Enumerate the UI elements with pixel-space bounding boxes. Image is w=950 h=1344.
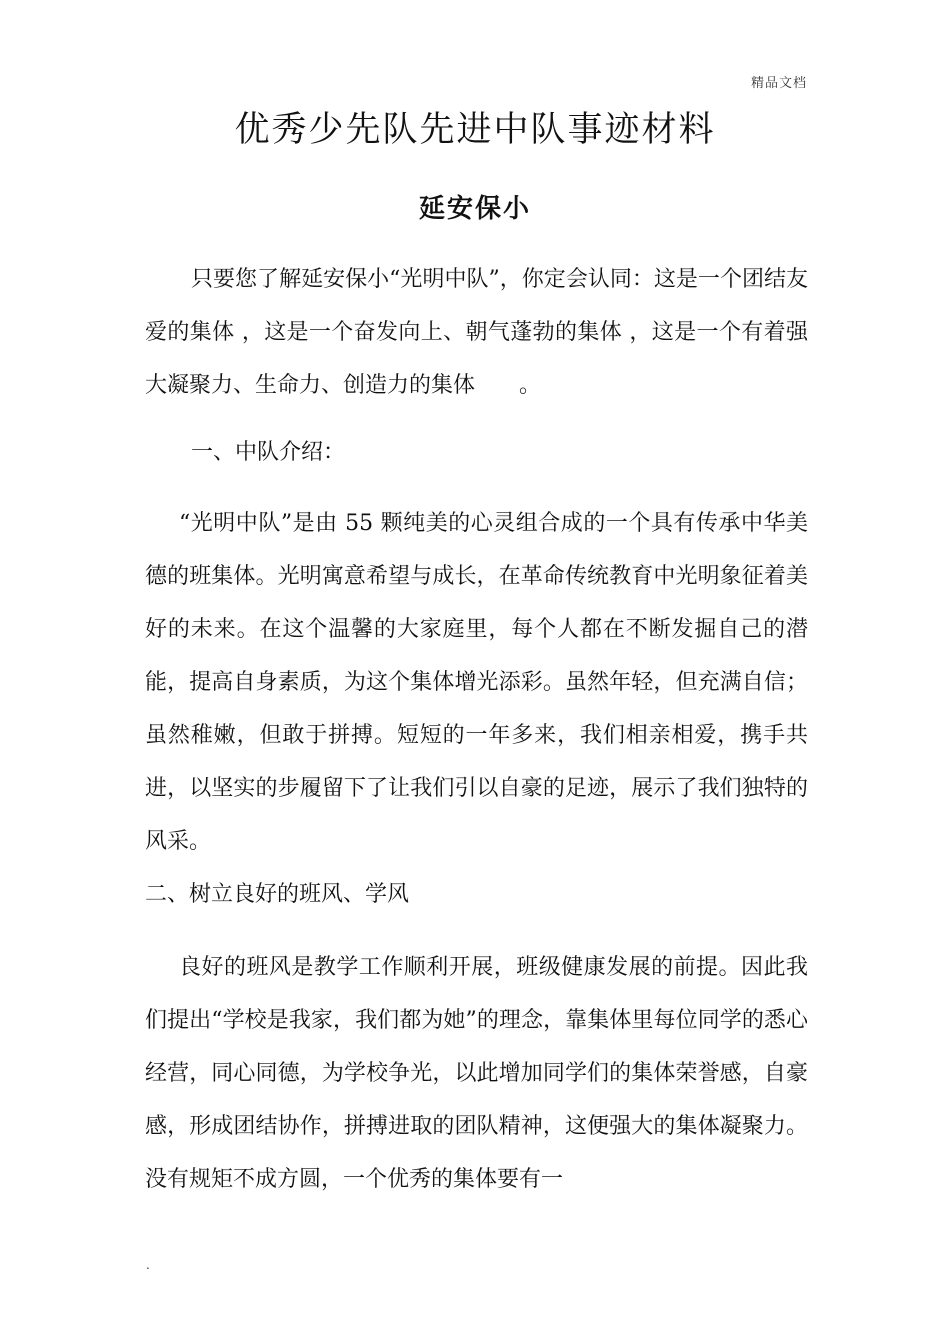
paragraph-intro: 只要您了解延安保小“光明中队”，你定会认同：这是一个团结友爱的集体 ，这是一个奋发向上、朝气蓬勃的集体 ，这是一个有着强大凝聚力、生命力、创造力的集体 。 <box>145 267 808 398</box>
document-title: 优秀少先队先进中队事迹材料 <box>234 110 716 150</box>
section-heading-class-style: 二、树立良好的班风、学风 <box>145 882 410 907</box>
section-heading-squad-intro: 一、中队介绍： <box>191 440 346 465</box>
footer-mark: . <box>146 1258 150 1272</box>
paragraph-class-style: 良好的班风是教学工作顺利开展，班级健康发展的前提。因此我们提出“学校是我家，我们都为她”的理念，靠集体里每位同学的悉心经营，同心同德，为学校争光，以此增加同学们的集体荣誉感，自豪感，形成团结协作，拼搏进取的团队精神，这便强大的集体凝聚力。没有规矩不成方圆，一个优秀的集体要有一 <box>145 955 808 1192</box>
document-subtitle: 延安保小 <box>418 194 531 224</box>
paragraph-squad-intro: “光明中队”是由 55 颗纯美的心灵组合成的一个具有传承中华美德的班集体。光明寓意希望与成长，在革命传统教育中光明象征着美好的未来。在这个温馨的大家庭里，每个人都在不断发掘自己的潜能，提高自身素质，为这个集体增光添彩。虽然年轻，但充满自信；虽然稚嫩，但敢于拼搏。短短的一年多来，我们相亲相爱，携手共进，以坚实的步履留下了让我们引以自豪的足迹，展示了我们独特的风采。 <box>145 511 808 854</box>
watermark-label: 精品文档 <box>750 76 807 91</box>
